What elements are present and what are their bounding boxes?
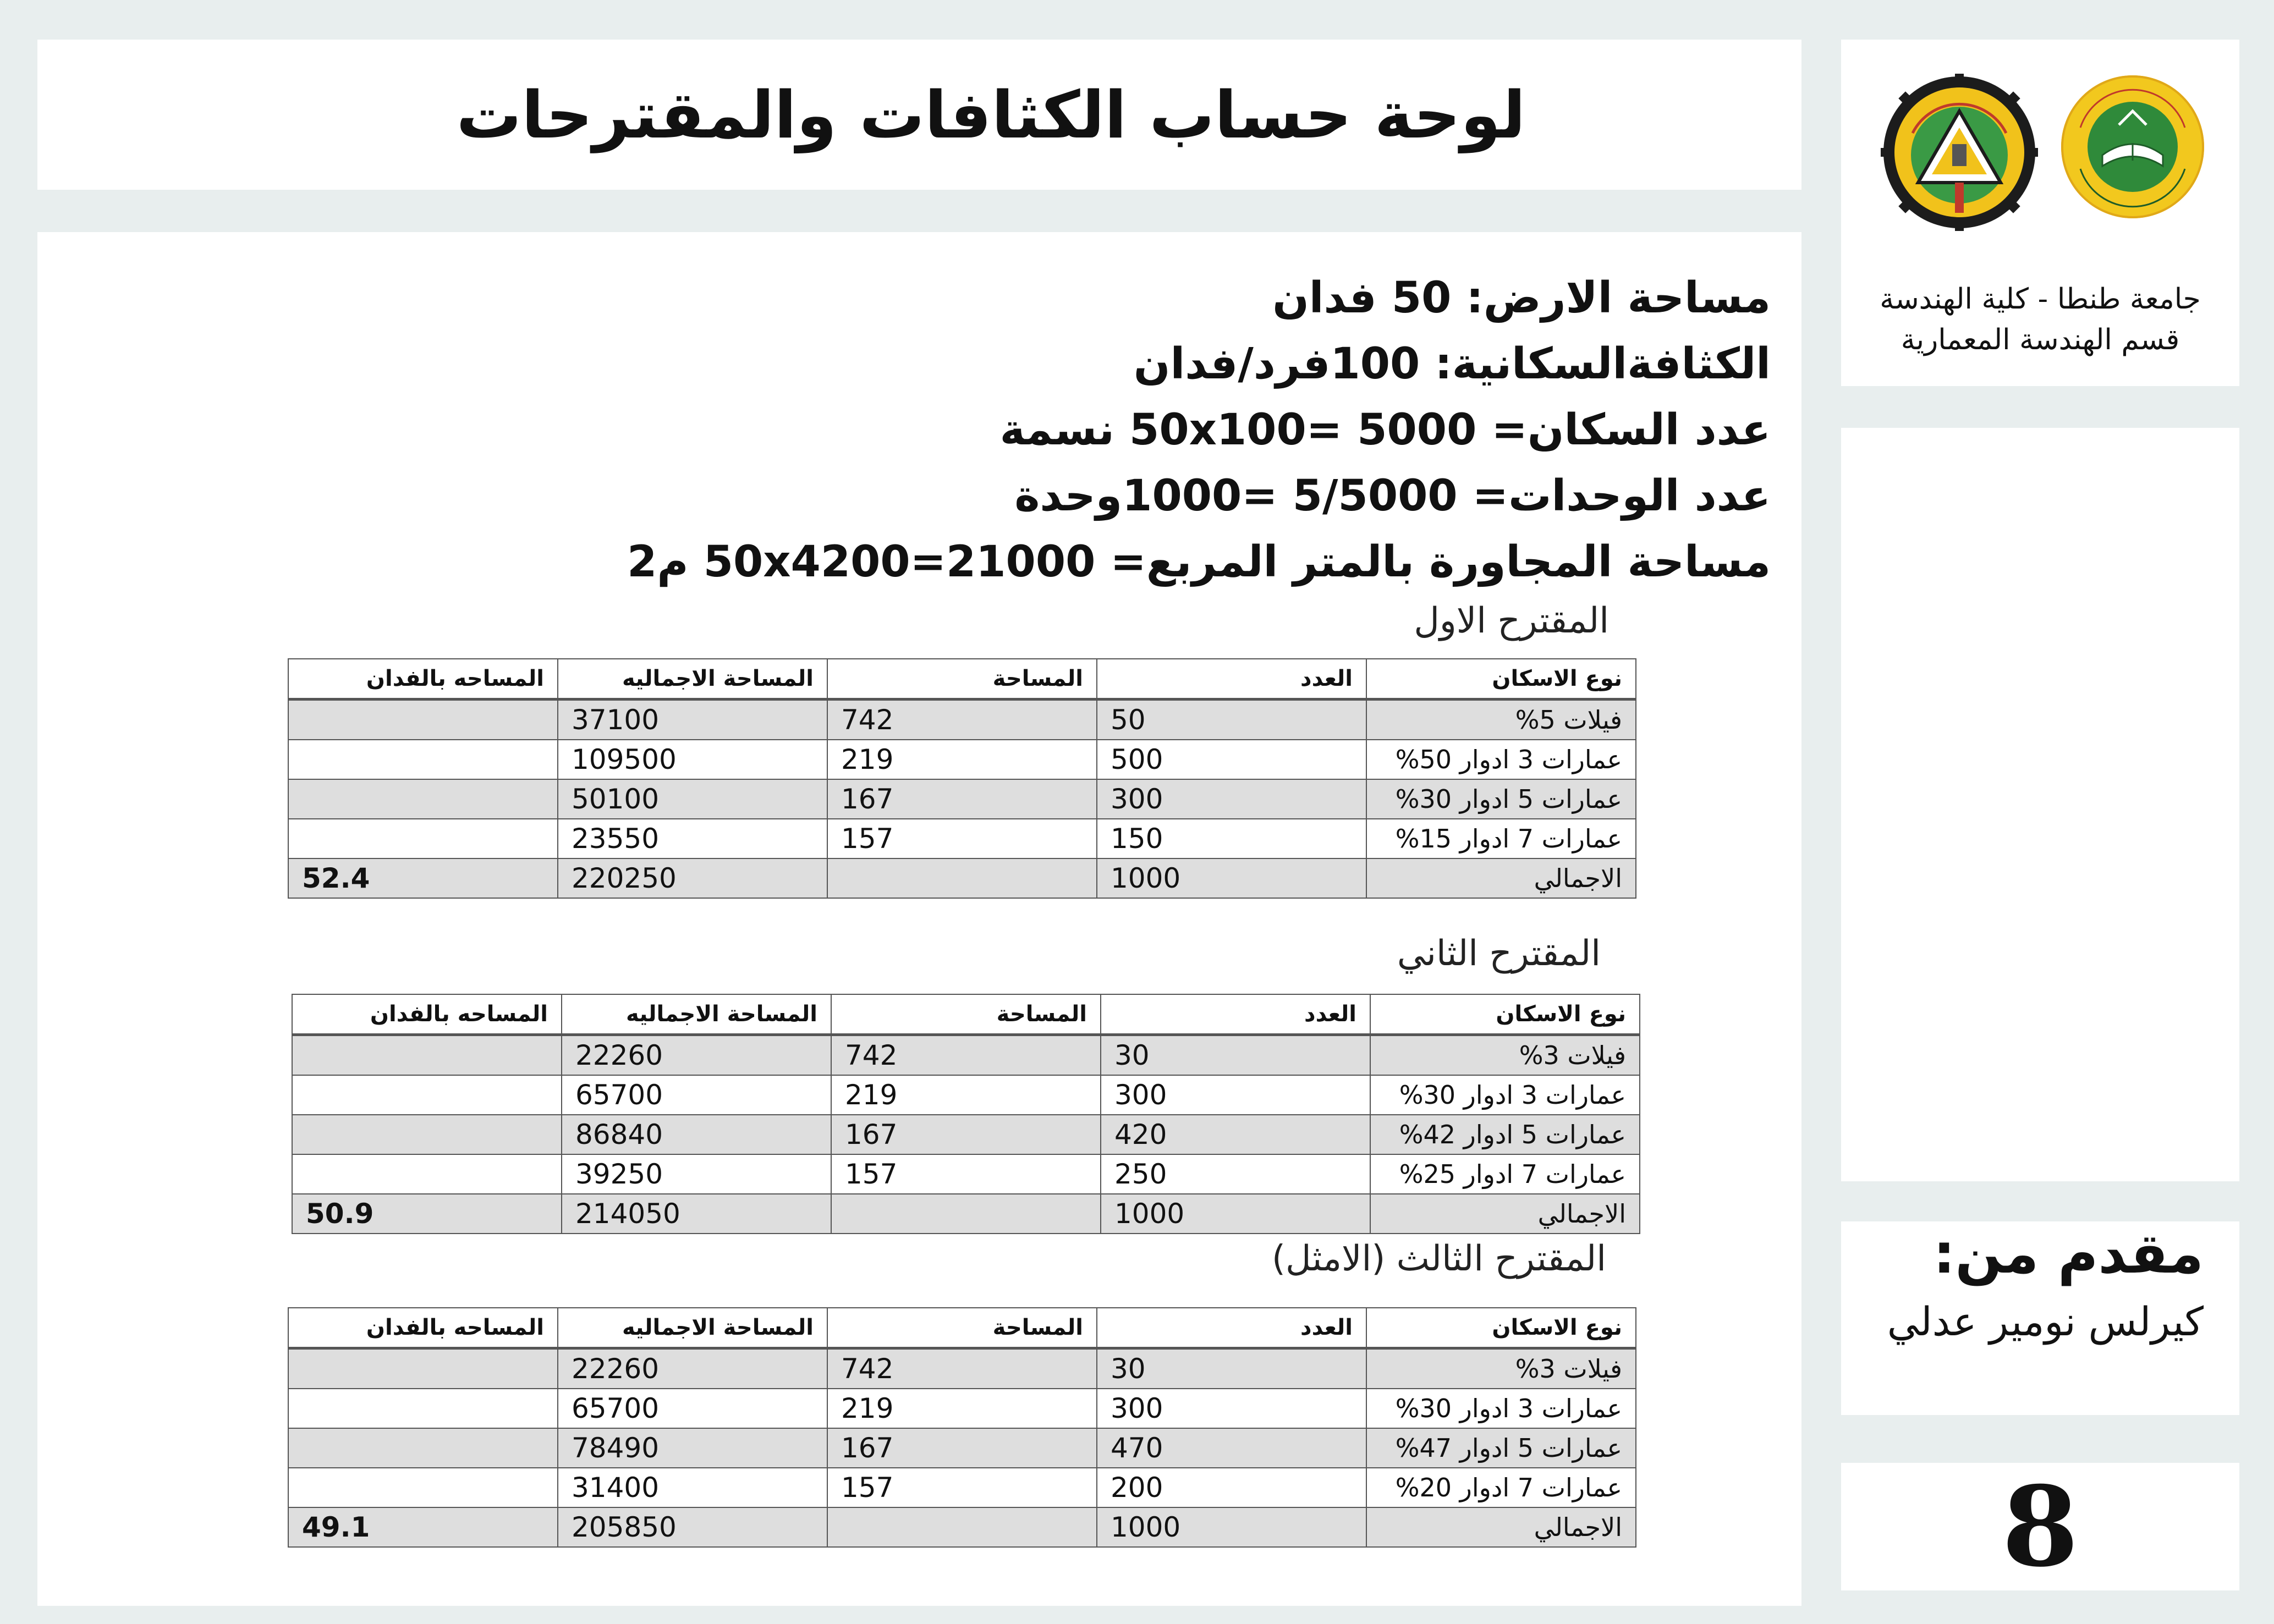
- total-row: [288, 1507, 1636, 1547]
- page-number: 8: [2002, 1462, 2079, 1592]
- department-line: قسم الهندسة المعمارية: [1901, 323, 2180, 356]
- university-line: جامعة طنطا - كلية الهندسة: [1880, 283, 2201, 316]
- tanta-university-logo-icon: [2058, 73, 2207, 221]
- page-number-panel: [1841, 1463, 2239, 1590]
- header-type: نوع الاسكان: [1370, 994, 1640, 1035]
- header-area-feddan: المساحه بالفدان: [288, 659, 558, 700]
- cell-area: 157: [831, 1154, 1101, 1194]
- logos-row: [1841, 73, 2239, 238]
- units-line: [1014, 469, 1771, 524]
- table-row: [288, 740, 1636, 779]
- logo-panel: [1841, 40, 2239, 386]
- page-title: لوحة حساب الكثافات والمقترحات: [456, 76, 1526, 153]
- cell-count: 30: [1101, 1035, 1370, 1076]
- header-area-feddan: المساحه بالفدان: [288, 1308, 558, 1348]
- cell-type: الاجمالي: [1366, 858, 1636, 898]
- cell-count: 300: [1101, 1075, 1370, 1115]
- table-row: [288, 1428, 1636, 1468]
- table-row: [288, 779, 1636, 819]
- cell-total: 86840: [562, 1115, 831, 1154]
- cell-area: 219: [831, 1075, 1101, 1115]
- header-total-area: المساحة الاجماليه: [558, 659, 827, 700]
- cell-total: 50100: [558, 779, 827, 819]
- table-row: [288, 1468, 1636, 1507]
- cell-count: 470: [1097, 1428, 1366, 1468]
- presenter-name: كيرلس نومير عدلي: [1887, 1298, 2204, 1345]
- cell-feddan: [288, 779, 558, 819]
- cell-feddan: [288, 1468, 558, 1507]
- cell-area: 742: [827, 1348, 1097, 1389]
- cell-total: 22260: [558, 1348, 827, 1389]
- cell-feddan: 50.9: [292, 1194, 562, 1234]
- density-line: [1134, 337, 1771, 392]
- cell-feddan: [288, 1348, 558, 1389]
- cell-total: 37100: [558, 700, 827, 740]
- header-area-feddan: المساحه بالفدان: [292, 994, 562, 1035]
- total-row: [292, 1194, 1640, 1234]
- table-row: [292, 1035, 1640, 1076]
- table-header-row: [292, 994, 1640, 1035]
- cell-count: 500: [1097, 740, 1366, 779]
- cell-area: [827, 1507, 1097, 1547]
- neighborhood-area-line: [627, 535, 1771, 590]
- cell-type: عمارات 7 ادوار 20%: [1366, 1468, 1636, 1507]
- header-type: نوع الاسكان: [1366, 659, 1636, 700]
- cell-feddan: [288, 740, 558, 779]
- cell-area: [827, 858, 1097, 898]
- cell-total: 78490: [558, 1428, 827, 1468]
- header-count: العدد: [1097, 659, 1366, 700]
- cell-type: الاجمالي: [1366, 1507, 1636, 1547]
- cell-area: 167: [831, 1115, 1101, 1154]
- header-total-area: المساحة الاجماليه: [558, 1308, 827, 1348]
- cell-type: عمارات 5 ادوار 42%: [1370, 1115, 1640, 1154]
- college-caption: [1841, 279, 2239, 360]
- land-area-line: [1272, 271, 1771, 326]
- cell-count: 1000: [1101, 1194, 1370, 1234]
- presenter-panel: [1841, 1221, 2239, 1415]
- cell-count: 150: [1097, 819, 1366, 858]
- proposal-3-label: المقترح الثالث (الامثل): [1272, 1238, 1606, 1279]
- proposal-3-table: [288, 1307, 1636, 1548]
- cell-type: عمارات 3 ادوار 30%: [1370, 1075, 1640, 1115]
- header-total-area: المساحة الاجماليه: [562, 994, 831, 1035]
- main-panel: [37, 232, 1801, 1606]
- cell-type: فيلات 3%: [1366, 1348, 1636, 1389]
- population-value: 5000 =50x100 نسمة: [999, 405, 1477, 455]
- header-count: العدد: [1097, 1308, 1366, 1348]
- proposal-2-table: [292, 994, 1640, 1234]
- proposal-2-label: المقترح الثاني: [1397, 933, 1601, 974]
- land-area-value: 50 فدان: [1272, 273, 1452, 323]
- cell-area: 157: [827, 1468, 1097, 1507]
- cell-feddan: [288, 819, 558, 858]
- cell-area: 219: [827, 1389, 1097, 1428]
- header-area: المساحة: [831, 994, 1101, 1035]
- title-panel: [37, 40, 1801, 190]
- cell-total: 23550: [558, 819, 827, 858]
- cell-area: 219: [827, 740, 1097, 779]
- population-label: عدد السكان=: [1491, 405, 1771, 455]
- cell-total: 109500: [558, 740, 827, 779]
- cell-type: عمارات 3 ادوار 50%: [1366, 740, 1636, 779]
- cell-type: الاجمالي: [1370, 1194, 1640, 1234]
- table-row: [288, 1348, 1636, 1389]
- cell-type: عمارات 5 ادوار 47%: [1366, 1428, 1636, 1468]
- table-row: [292, 1154, 1640, 1194]
- cell-type: فيلات 3%: [1370, 1035, 1640, 1076]
- cell-type: عمارات 7 ادوار 15%: [1366, 819, 1636, 858]
- cell-count: 50: [1097, 700, 1366, 740]
- cell-feddan: [292, 1115, 562, 1154]
- presenter-label: مقدم من:: [1933, 1221, 2204, 1286]
- cell-feddan: [292, 1154, 562, 1194]
- cell-total: 39250: [562, 1154, 831, 1194]
- cell-feddan: [292, 1075, 562, 1115]
- cell-feddan: 49.1: [288, 1507, 558, 1547]
- population-line: [1000, 403, 1771, 458]
- cell-count: 300: [1097, 779, 1366, 819]
- cell-type: عمارات 7 ادوار 25%: [1370, 1154, 1640, 1194]
- cell-total: 214050: [562, 1194, 831, 1234]
- proposal-1-label: المقترح الاول: [1414, 601, 1609, 641]
- table-row: [288, 700, 1636, 740]
- cell-feddan: [292, 1035, 562, 1076]
- cell-total: 65700: [558, 1389, 827, 1428]
- cell-count: 200: [1097, 1468, 1366, 1507]
- header-area: المساحة: [827, 659, 1097, 700]
- cell-count: 250: [1101, 1154, 1370, 1194]
- cell-type: عمارات 3 ادوار 30%: [1366, 1389, 1636, 1428]
- units-label: عدد الوحدات=: [1472, 471, 1771, 521]
- blank-panel: [1841, 428, 2239, 1181]
- cell-feddan: 52.4: [288, 858, 558, 898]
- density-label: الكثافةالسكانية:: [1435, 339, 1771, 389]
- cell-area: [831, 1194, 1101, 1234]
- cell-total: 31400: [558, 1468, 827, 1507]
- cell-total: 205850: [558, 1507, 827, 1547]
- table-row: [288, 819, 1636, 858]
- cell-area: 167: [827, 1428, 1097, 1468]
- cell-area: 167: [827, 779, 1097, 819]
- cell-feddan: [288, 700, 558, 740]
- header-area: المساحة: [827, 1308, 1097, 1348]
- proposal-1-table: [288, 658, 1636, 899]
- land-area-label: مساحة الارض:: [1466, 273, 1771, 323]
- density-value: 100فرد/فدان: [1133, 339, 1420, 389]
- cell-total: 22260: [562, 1035, 831, 1076]
- cell-feddan: [288, 1428, 558, 1468]
- faculty-logo-icon: [1880, 73, 2039, 232]
- table-row: [288, 1389, 1636, 1428]
- cell-count: 1000: [1097, 1507, 1366, 1547]
- total-row: [288, 858, 1636, 898]
- table-row: [292, 1075, 1640, 1115]
- cell-total: 65700: [562, 1075, 831, 1115]
- cell-feddan: [288, 1389, 558, 1428]
- table-header-row: [288, 659, 1636, 700]
- cell-type: فيلات 5%: [1366, 700, 1636, 740]
- header-type: نوع الاسكان: [1366, 1308, 1636, 1348]
- header-count: العدد: [1101, 994, 1370, 1035]
- cell-area: 742: [827, 700, 1097, 740]
- cell-count: 1000: [1097, 858, 1366, 898]
- cell-total: 220250: [558, 858, 827, 898]
- cell-area: 742: [831, 1035, 1101, 1076]
- table-header-row: [288, 1308, 1636, 1348]
- cell-count: 30: [1097, 1348, 1366, 1389]
- table-row: [292, 1115, 1640, 1154]
- cell-count: 420: [1101, 1115, 1370, 1154]
- units-value: 5/5000 =1000وحدة: [1014, 471, 1458, 521]
- cell-type: عمارات 5 ادوار 30%: [1366, 779, 1636, 819]
- neighborhood-area-label: مساحة المجاورة بالمتر المربع=: [1110, 537, 1771, 587]
- cell-area: 157: [827, 819, 1097, 858]
- cell-count: 300: [1097, 1389, 1366, 1428]
- neighborhood-area-value: 50x4200=21000 م2: [627, 537, 1096, 587]
